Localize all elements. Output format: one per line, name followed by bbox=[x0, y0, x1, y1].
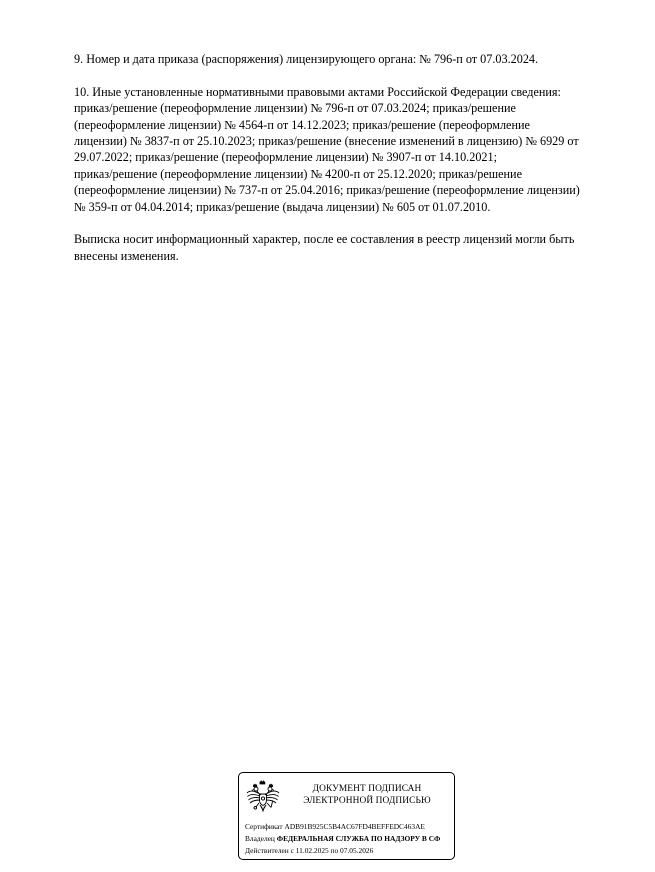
text-line: № 359-п от 04.04.2014; приказ/решение (выдача лицензии) № 605 от 01.07.2010. bbox=[74, 199, 491, 214]
certificate-label: Сертификат bbox=[245, 822, 283, 831]
text-line: Выписка носит информационный характер, после ее составления в реестр лицензий могли быть bbox=[74, 232, 575, 247]
owner-label: Владелец bbox=[245, 834, 275, 843]
text-line: 10. Иные установленные нормативными правовыми актами Российской Федерации сведения: bbox=[74, 84, 561, 99]
certificate-value: ADB91B925C5B4AC67FD4BEFFEDC463AE bbox=[284, 822, 425, 831]
validity-line: Действителен с 11.02.2025 по 07.05.2026 bbox=[245, 846, 374, 855]
stamp-title bbox=[283, 784, 451, 807]
document-body bbox=[74, 51, 634, 281]
owner-line bbox=[245, 834, 440, 843]
text-line: внесены изменения. bbox=[74, 248, 179, 263]
electronic-signature-stamp bbox=[238, 772, 455, 860]
certificate-line bbox=[245, 822, 425, 831]
text-line: (переоформление лицензии) № 737-п от 25.04.2016; приказ/решение (переоформление лицензии) bbox=[74, 183, 580, 198]
text-line: 29.07.2022; приказ/решение (переоформление лицензии) № 3907-п от 14.10.2021; bbox=[74, 150, 497, 165]
disclaimer-paragraph bbox=[74, 231, 634, 264]
stamp-title-line: ЭЛЕКТРОННОЙ ПОДПИСЬЮ bbox=[303, 795, 431, 806]
owner-value: ФЕДЕРАЛЬНАЯ СЛУЖБА ПО НАДЗОРУ В СФ bbox=[276, 834, 441, 843]
paragraph-10 bbox=[74, 84, 634, 215]
russian-coat-of-arms-icon bbox=[245, 779, 281, 815]
text-line: приказ/решение (переоформление лицензии) № 796-п от 07.03.2024; приказ/решение bbox=[74, 101, 516, 116]
text-line: приказ/решение (переоформление лицензии) № 4200-п от 25.12.2020; приказ/решение bbox=[74, 166, 522, 181]
stamp-title-line: ДОКУМЕНТ ПОДПИСАН bbox=[312, 784, 422, 794]
text-line: 9. Номер и дата приказа (распоряжения) лицензирующего органа: № 796-п от 07.03.2024. bbox=[74, 52, 539, 66]
text-line: лицензии) № 3837-п от 25.10.2023; приказ/решение (внесение изменений в лицензию) № 6929 от bbox=[74, 134, 579, 149]
text-line: (переоформление лицензии) № 4564-п от 14.12.2023; приказ/решение (переоформление bbox=[74, 117, 530, 132]
paragraph-9 bbox=[74, 51, 634, 67]
